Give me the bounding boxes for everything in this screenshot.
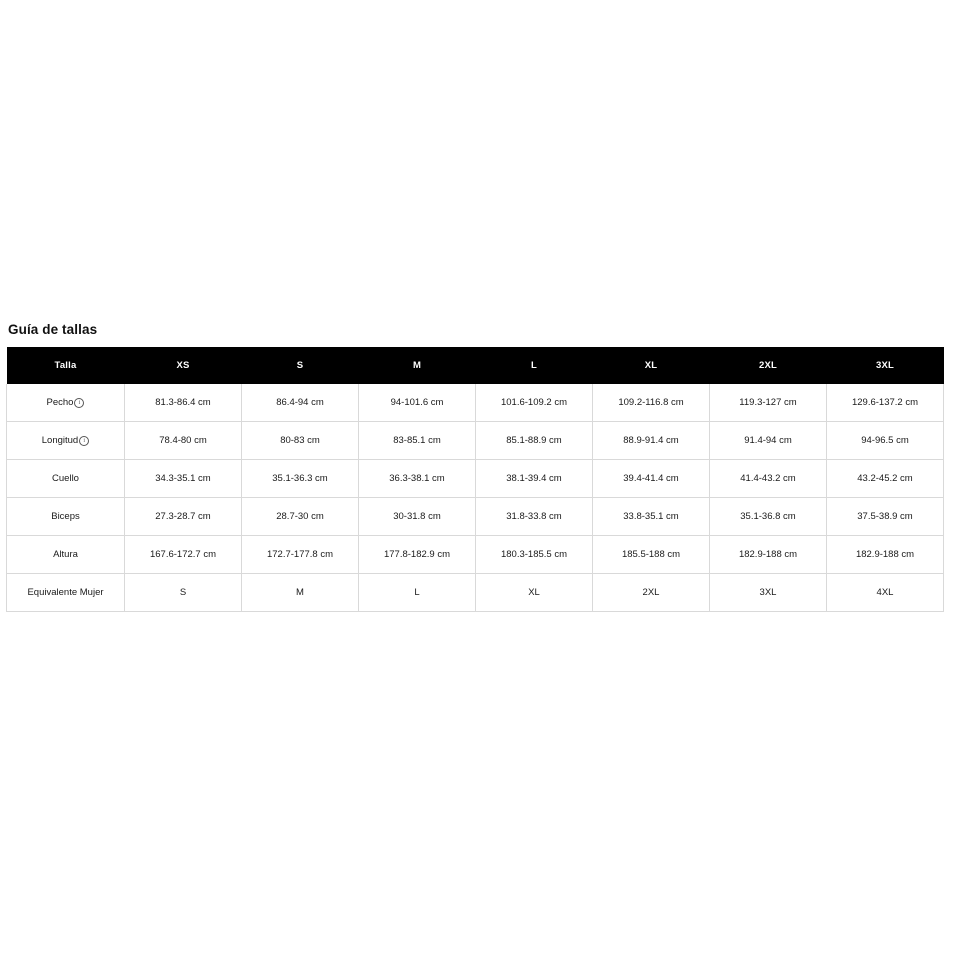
table-cell: 30-31.8 cm	[359, 498, 476, 536]
table-cell: 85.1-88.9 cm	[476, 422, 593, 460]
table-cell: 172.7-177.8 cm	[242, 536, 359, 574]
table-cell: 43.2-45.2 cm	[827, 460, 944, 498]
table-cell: 34.3-35.1 cm	[125, 460, 242, 498]
column-header-xl: XL	[593, 347, 710, 384]
table-cell: 101.6-109.2 cm	[476, 384, 593, 422]
table-cell: 109.2-116.8 cm	[593, 384, 710, 422]
row-label	[7, 460, 125, 498]
table-cell: 177.8-182.9 cm	[359, 536, 476, 574]
table-cell: 119.3-127 cm	[710, 384, 827, 422]
table-cell: 78.4-80 cm	[125, 422, 242, 460]
column-header-m: M	[359, 347, 476, 384]
table-cell: 83-85.1 cm	[359, 422, 476, 460]
table-row	[7, 384, 944, 422]
row-label	[7, 422, 125, 460]
column-header-2xl: 2XL	[710, 347, 827, 384]
table-cell: 180.3-185.5 cm	[476, 536, 593, 574]
table-row	[7, 460, 944, 498]
row-label-text: Cuello	[52, 473, 79, 484]
table-cell: 31.8-33.8 cm	[476, 498, 593, 536]
table-cell: 2XL	[593, 574, 710, 612]
row-label-text: Longitud	[41, 435, 79, 446]
column-header-s: S	[242, 347, 359, 384]
row-label	[7, 384, 125, 422]
table-cell: 37.5-38.9 cm	[827, 498, 944, 536]
table-cell: 3XL	[710, 574, 827, 612]
table-header	[7, 347, 944, 384]
size-guide-section	[6, 322, 950, 612]
table-cell: 94-101.6 cm	[359, 384, 476, 422]
column-header-l: L	[476, 347, 593, 384]
table-cell: 80-83 cm	[242, 422, 359, 460]
table-cell: 88.9-91.4 cm	[593, 422, 710, 460]
table-cell: L	[359, 574, 476, 612]
table-cell: 39.4-41.4 cm	[593, 460, 710, 498]
table-cell: XL	[476, 574, 593, 612]
table-cell: 35.1-36.3 cm	[242, 460, 359, 498]
column-header-xs: XS	[125, 347, 242, 384]
table-row	[7, 498, 944, 536]
row-label	[7, 536, 125, 574]
page-title: Guía de tallas	[8, 322, 98, 337]
table-cell: 4XL	[827, 574, 944, 612]
table-cell: 36.3-38.1 cm	[359, 460, 476, 498]
table-row	[7, 574, 944, 612]
table-header-row	[7, 347, 944, 384]
row-label-text: Equivalente Mujer	[27, 587, 104, 598]
table-cell: 41.4-43.2 cm	[710, 460, 827, 498]
table-cell: 182.9-188 cm	[827, 536, 944, 574]
table-cell: 182.9-188 cm	[710, 536, 827, 574]
table-body	[7, 384, 944, 612]
table-cell: 86.4-94 cm	[242, 384, 359, 422]
table-cell: 129.6-137.2 cm	[827, 384, 944, 422]
info-icon[interactable]: i	[74, 398, 84, 408]
table-cell: 81.3-86.4 cm	[125, 384, 242, 422]
table-cell: 91.4-94 cm	[710, 422, 827, 460]
row-label	[7, 498, 125, 536]
table-cell: 33.8-35.1 cm	[593, 498, 710, 536]
table-cell: 38.1-39.4 cm	[476, 460, 593, 498]
table-row	[7, 422, 944, 460]
table-row	[7, 536, 944, 574]
table-cell: 185.5-188 cm	[593, 536, 710, 574]
table-cell: S	[125, 574, 242, 612]
table-cell: 28.7-30 cm	[242, 498, 359, 536]
table-cell: 35.1-36.8 cm	[710, 498, 827, 536]
column-header-talla: Talla	[7, 347, 125, 384]
row-label-text: Pecho	[46, 397, 74, 408]
table-cell: 167.6-172.7 cm	[125, 536, 242, 574]
row-label	[7, 574, 125, 612]
size-guide-table	[6, 347, 944, 612]
table-cell: 27.3-28.7 cm	[125, 498, 242, 536]
table-cell: 94-96.5 cm	[827, 422, 944, 460]
info-icon[interactable]: i	[79, 436, 89, 446]
column-header-3xl: 3XL	[827, 347, 944, 384]
row-label-text: Biceps	[51, 511, 80, 522]
row-label-text: Altura	[53, 549, 78, 560]
table-cell: M	[242, 574, 359, 612]
